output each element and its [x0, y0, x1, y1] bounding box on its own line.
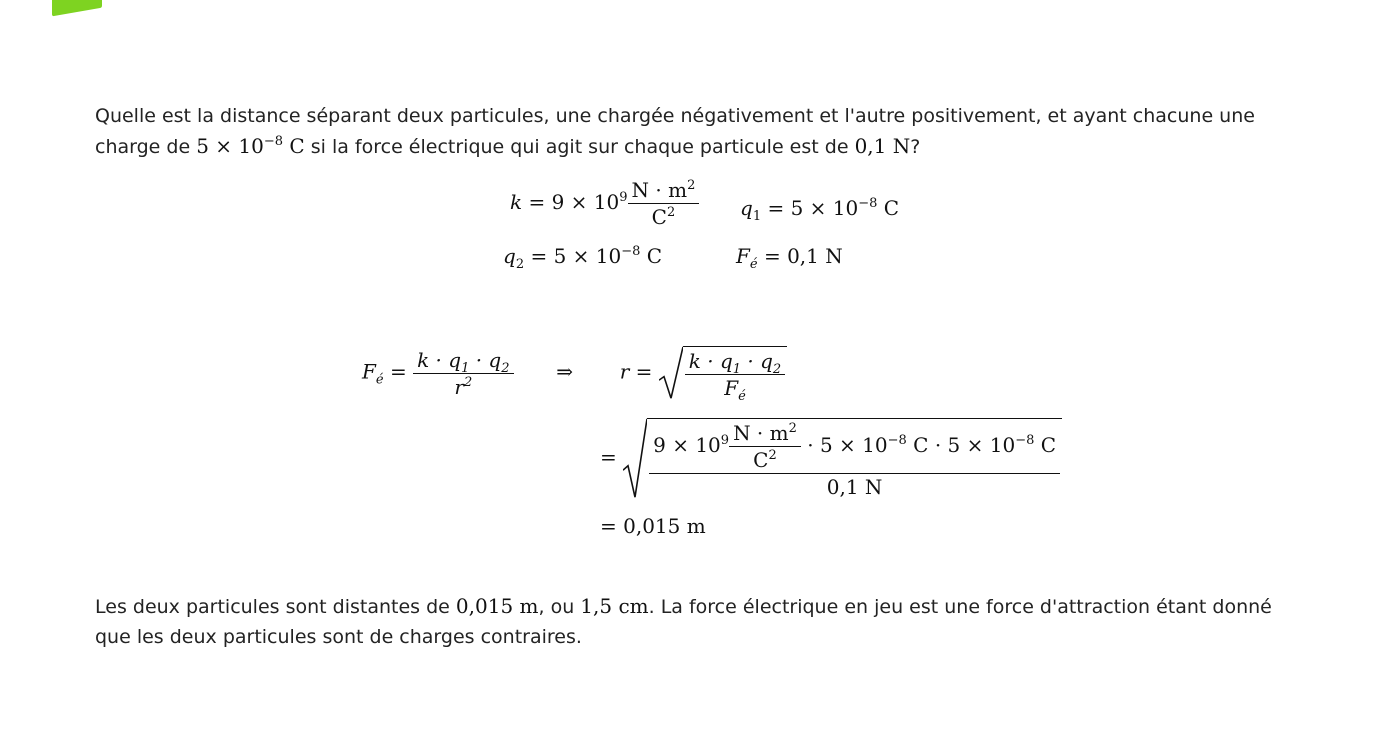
conclusion-text-a: Les deux particules sont distantes de — [95, 596, 450, 618]
question-force: 0,1 N — [854, 134, 911, 158]
sqrt-numeric — [623, 418, 1062, 499]
solution-line-1: $F_é$ = $\frac{k \cdot q_1 \cdot q_2}{r^2}$ ⇒ r = $\frac{k \cdot q_1 \cdot q_2}{F_é}$ — [362, 346, 787, 400]
conclusion-text-c: . La force électrique en jeu est une force d'attraction étant donné que les deux particules sont de charges contraires. — [95, 596, 1272, 648]
k-unit-fraction: $\frac{N \cdot m^2}{C^2}$ — [628, 180, 700, 227]
numeric-fraction: $9 \times 10^9$ $\frac{N \cdot m^2}{C^2}$ · $5 \times 10^{-8}$ $C \cdot 5 \times 10^{-8}$ C 0,1 N — [649, 423, 1060, 497]
coulomb-fraction: $\frac{k \cdot q_1 \cdot q_2}{r^2}$ — [413, 350, 513, 397]
question-paragraph — [95, 101, 1295, 162]
conclusion-distance-cm: 1,5 cm — [580, 594, 649, 618]
given-k: $k = 9 \times 10^9$ $\frac{N \cdot m^2}{C^2}$ — [510, 180, 699, 227]
conclusion-text-b: , ou — [538, 596, 575, 618]
sqrt-symbolic: $\frac{k \cdot q_1 \cdot q_2}{F_é}$ — [659, 346, 787, 400]
conclusion-paragraph — [95, 591, 1295, 652]
green-corner-tab — [52, 0, 102, 16]
question-text-b: si la force électrique qui agit sur chaque particule est de — [310, 136, 849, 158]
question-text-a: Quelle est la distance séparant deux particules, une chargée négativement et l'autre positivement, et ayant chacune une charge de — [95, 105, 1255, 158]
question-charge: $5 \times 10^{-8}$ C — [196, 134, 305, 158]
given-q2: $q_2 = 5 \times 10^{-8}$ C — [503, 244, 663, 272]
conclusion-distance-m: 0,015 m — [455, 594, 539, 618]
solution-result: = 0,015 m — [600, 514, 706, 538]
question-text-c: ? — [910, 136, 921, 158]
given-q1: $q_1 = 5 \times 10^{-8}$ C — [740, 196, 900, 224]
implies-arrow: ⇒ — [556, 359, 573, 384]
solution-line-2: = $9 \times 10^9$ $\frac{N \cdot m^2}{C^2}$ · $5 \times 10^{-8}$ $C \cdot 5 \times 10^{-8}$ C 0,1 N — [600, 418, 1062, 499]
given-fe: $F_é = 0,1$ N — [736, 244, 843, 272]
